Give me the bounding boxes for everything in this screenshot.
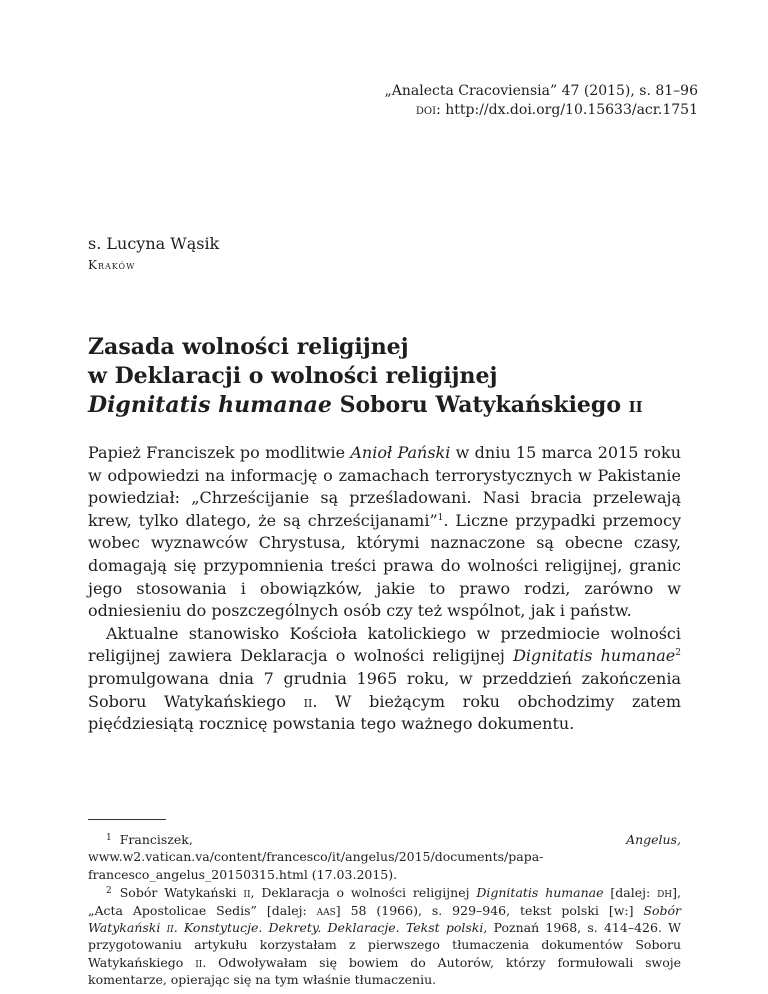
p1-text-a: Papież Franciszek po modlitwie [88,443,351,462]
citation: „Analecta Cracoviensia” 47 (2015), s. 81–96 [384,83,698,99]
title-rest: Soboru Watykańskiego [331,392,629,418]
p2-text-c: promulgowana dnia 7 grudnia 1965 roku, w przeddzień zakończenia Soboru Watykańskiego [88,668,681,711]
article-title [88,333,688,420]
paragraph-1 [88,442,681,623]
fn2-text-g: ], „Acta Apostolicae Sedis” [dalej: [88,885,681,918]
p2-italic: Dignitatis humanae [513,646,676,666]
fn2-sc-b: ii [243,885,251,901]
footnotes [88,830,681,989]
p2-text-a: Aktualne stanowisko Kościoła katolickiego w przedmiocie wolności religijnej zawiera Deklaracja o wolności religijnej [88,623,681,666]
fn2-italic-d: Dignitatis humanae [476,885,604,901]
footnote-divider [88,819,166,820]
doi-label: doi [415,102,437,118]
title-line-1: Zasada wolności religijnej [88,334,409,360]
author-name: s. Lucyna Wąsik [88,234,220,253]
p1-italic: Anioł Pański [350,443,451,462]
fn1-url[interactable]: www.w2.vatican.va/content/francesco/it/angelus/2015/documents/papa-francesco_angelus_20150315.html (17.03.2015). [88,849,544,882]
author-block [88,233,219,272]
fn2-italic-l: . Konstytucje. Dekrety. Deklaracje. Tekst polski [173,920,484,936]
footnote-1-mark: 1 [106,833,112,843]
footnote-ref-2[interactable]: 2 [675,648,681,659]
fn1-text-a: Franciszek, [119,832,627,847]
footnote-2 [88,883,681,988]
fn2-text-m: , Poznań 1968, s. 414–426. W przygotowaniu artykułu korzystałam z pierwszego tłumaczenia dokumentów Soboru Watykańskiego [88,920,681,970]
title-roman-numeral: ii [628,392,643,418]
fn2-text-e: [dalej: [603,885,658,901]
fn2-sc-h: aas [316,902,336,918]
fn2-text-i: ] 58 (1966), s. 929–946, tekst polski [w:] [335,902,644,918]
footnote-2-mark: 2 [106,886,112,897]
footnote-ref-1[interactable]: 1 [437,512,444,523]
fn2-italic-j: Sobór Watykański [88,902,681,936]
p2-text-e: . W bieżącym roku obchodzimy zatem pięćdziesiątą rocznicę powstania tego ważnego dokumentu. [88,691,681,734]
p1-text-c: w dniu 15 marca 2015 roku w odpowiedzi na informację o zamachach terrorystycznych w Pakistanie powiedział: „Chrześcijanie są prześladowani. Nasi bracia przelewają krew, tylko dlatego, że są chrześcijanami” [88,443,682,530]
title-italic: Dignitatis humanae [88,392,332,418]
fn2-italic-sc-k: ii [166,920,174,936]
doi-link[interactable]: : http://dx.doi.org/10.15633/acr.1751 [436,102,698,118]
p2-roman-numeral: ii [303,691,313,711]
fn2-text-o: . Odwoływałam się bowiem do Autorów, którzy formułowali swoje komentarze, opierając się na tym właśnie tłumaczeniu. [88,954,682,988]
title-line-3 [88,391,688,420]
p1-text-d: . Liczne przypadki przemocy wobec wyznawców Chrystusa, którymi naznaczone są obecne czasy, domagają się przypomnienia treści prawa do wolności religijnej, granic jego stosowania i obowiązków, jakie to prawo rodzi, zarówno w odniesieniu do poszczególnych osób czy też wspólnot, jak i państw. [88,510,682,621]
article-body [88,442,681,736]
paragraph-2 [88,623,681,736]
fn1-italic: Angelus, [626,832,681,847]
title-line-2: w Deklaracji o wolności religijnej [88,363,498,389]
fn2-sc-f: dh [657,885,673,901]
author-place: Kraków [88,258,136,272]
fn2-text-a: Sobór Watykański [119,885,244,901]
footnote-1 [88,830,681,883]
doi-line [384,101,698,120]
fn2-text-c: , Deklaracja o wolności religijnej [250,885,477,901]
journal-header [384,82,698,120]
fn2-sc-n: ii [195,954,203,970]
